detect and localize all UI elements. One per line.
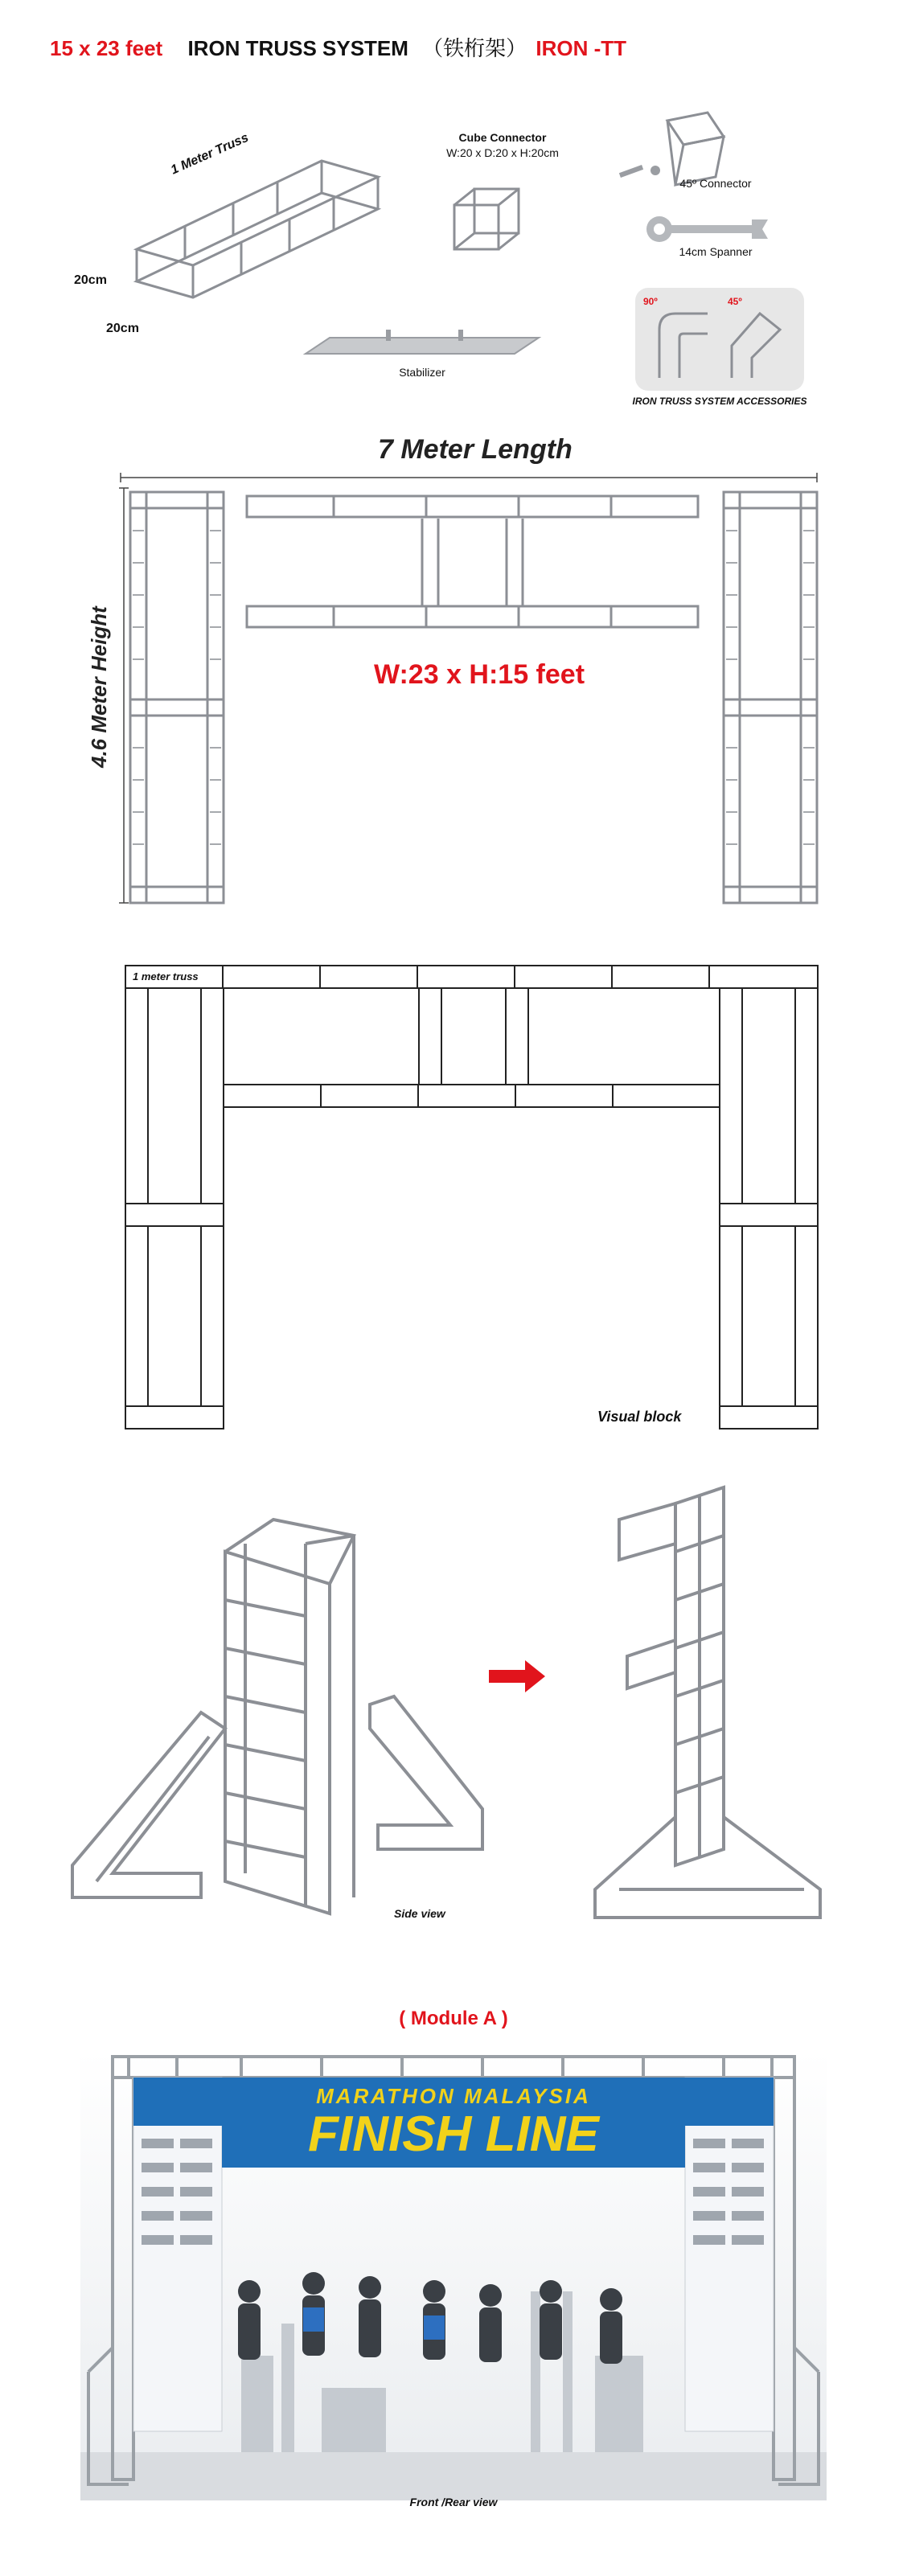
cube-dims: W:20 x D:20 x H:20cm [446, 146, 559, 159]
header-code: IRON -TT [536, 36, 627, 60]
truss-segment-illustration [121, 145, 394, 306]
cube-connector-illustration [446, 181, 527, 261]
side-view-label: Side view [394, 1907, 445, 1920]
truss-depth-label: 20cm [106, 322, 139, 335]
top-beam-upper [245, 494, 700, 519]
connector-45-label: 45º Connector [679, 177, 752, 190]
spanner-label: 14cm Spanner [679, 245, 753, 258]
angle-90-label: 90º [643, 296, 658, 307]
accessories-label: IRON TRUSS SYSTEM ACCESSORIES [632, 396, 807, 407]
assembled-frame-illustration [579, 1479, 828, 1930]
truss-length-label: 1 Meter Truss [169, 130, 251, 178]
height-dimension-line [119, 486, 129, 904]
page-header [50, 32, 626, 62]
top-beam-lower [245, 605, 700, 629]
left-truss-column [129, 490, 225, 904]
header-size: 15 x 23 feet [50, 36, 163, 60]
beam-verticals [245, 519, 700, 607]
visual-block-diagram [125, 965, 819, 1430]
assembly-parts-illustration [64, 1495, 515, 1922]
banner-top-text: MARATHON MALAYSIA [316, 2084, 591, 2108]
frame-length-label: 7 Meter Length [378, 434, 573, 465]
banner-main-text: FINISH LINE [308, 2106, 599, 2162]
frame-size-label: W:23 x H:15 feet [374, 659, 585, 690]
header-name: IRON TRUSS SYSTEM [187, 36, 408, 60]
truss-block-label: 1 meter truss [133, 970, 199, 982]
spanner-icon [643, 213, 772, 245]
length-dimension-line [119, 473, 819, 482]
module-photo [80, 2050, 827, 2500]
arrow-right-icon [489, 1660, 545, 1692]
header-chinese: （铁桁架） [422, 36, 527, 60]
stabilizer-illustration [298, 330, 547, 370]
corner-90-icon [643, 306, 708, 378]
module-caption: Front /Rear view [409, 2496, 498, 2508]
accessories-box [635, 288, 804, 391]
angle-45-label: 45º [728, 296, 742, 307]
module-title: ( Module A ) [399, 2008, 508, 2029]
frame-height-label: 4.6 Meter Height [87, 606, 111, 768]
stabilizer-label: Stabilizer [399, 366, 445, 379]
cube-title: Cube Connector [458, 131, 547, 144]
visual-block-label: Visual block [597, 1409, 682, 1425]
truss-height-label: 20cm [74, 273, 107, 287]
corner-45-icon [724, 306, 788, 378]
right-truss-column [722, 490, 819, 904]
